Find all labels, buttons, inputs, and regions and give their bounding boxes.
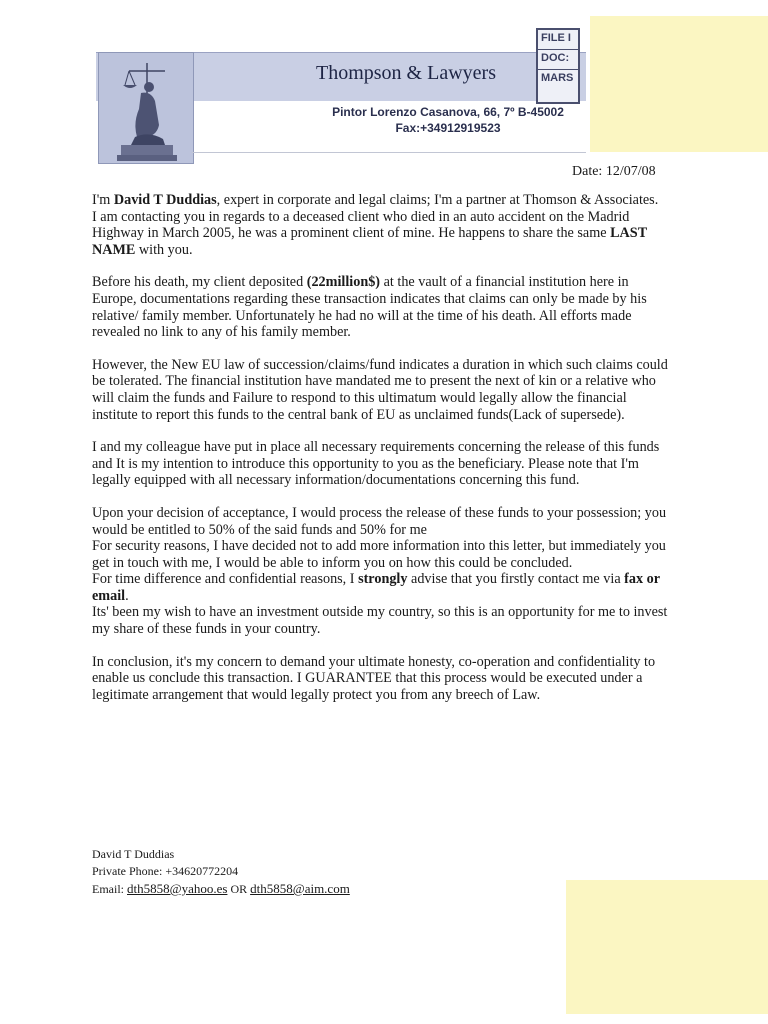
signature-name: David T Duddias xyxy=(92,847,175,861)
email-link-aim[interactable]: dth5858@aim.com xyxy=(250,881,350,896)
text-run: , expert in corporate and legal claims; I'm a partner at Thomson & Associates. xyxy=(216,192,659,208)
text-run: I am contacting you in regards to a deceased client who died in an auto accident on the Madrid Highway in March 2005, he was a prominent client of mine. He happens to share the same xyxy=(92,208,630,242)
text-run: Its' been my wish to have an investment outside my country, so this is an opportunity for me to invest my share of these funds in your country. xyxy=(92,604,668,638)
paragraph-conclusion: In conclusion, it's my concern to demand your ultimate honesty, co-operation and confidentiality to enable us conclude this transaction. I GUARANTEE that this process would be executed under a legitimate arrangement that would legally protect you from any breech of Law. xyxy=(92,653,656,703)
file-stamp xyxy=(536,28,580,104)
letter-body xyxy=(92,192,670,719)
text-run: with you. xyxy=(135,241,193,258)
email-separator: OR xyxy=(227,882,251,896)
lady-justice-icon xyxy=(98,52,194,164)
signature-phone: Private Phone: +34620772204 xyxy=(92,864,239,878)
firm-address: Pintor Lorenzo Casanova, 66, 7º B-45002 xyxy=(332,105,564,119)
strongly-emphasis: strongly xyxy=(358,571,408,588)
signature-block xyxy=(92,846,350,898)
firm-address-block xyxy=(310,104,586,136)
paragraph-deposit xyxy=(92,274,670,340)
sender-name: David T Duddias xyxy=(113,192,217,208)
letter-date: Date: 12/07/08 xyxy=(572,164,656,179)
firm-fax: Fax:+34912919523 xyxy=(395,121,501,135)
email-link-yahoo[interactable]: dth5858@yahoo.es xyxy=(127,881,228,896)
lady-justice-statue xyxy=(99,53,193,163)
email-label: Email: xyxy=(92,882,127,896)
text-run: I'm xyxy=(92,192,114,208)
stamp-line: MARS xyxy=(541,72,574,84)
text-run: For security reasons, I have decided not to add more information into this letter, but immediately you get in touch with me, I would be able to inform you on how this could be concluded. xyxy=(92,538,666,571)
paragraph-requirements: I and my colleague have put in place all necessary requirements concerning the release of this funds and It is my intention to introduce this opportunity to you as the beneficiary. Please note that I'm legally equipped with all necessary information/documentations concerning this fund. xyxy=(92,439,660,489)
paragraph-acceptance xyxy=(92,505,670,638)
sticky-note-top xyxy=(590,16,768,152)
stamp-line: FILE I xyxy=(538,30,578,50)
text-run: Before his death, my client deposited xyxy=(92,274,307,291)
firm-name: Thompson & Lawyers xyxy=(316,62,496,84)
signature-email-line xyxy=(92,880,350,898)
stamp-line: DOC: xyxy=(538,50,578,70)
last-name-emphasis: LAST NAME xyxy=(92,225,647,258)
text-run: at the vault of a financial institution here in Europe, documentations regarding these transaction indicates that claims can only be made by his relative/ family member. Unfortunately he had no will at the time of his death. All efforts made revealed no link to any of his family member. xyxy=(92,274,647,341)
sticky-note-bottom xyxy=(566,880,768,1014)
text-run: Upon your decision of acceptance, I would process the release of these funds to your possession; you would be entitled to 50% of the said funds and 50% for me xyxy=(92,504,667,538)
deposit-amount: (22million$) xyxy=(306,274,381,291)
paragraph-eu-law: However, the New EU law of succession/claims/fund indicates a duration in which such claims could be tolerated. The financial institution have mandated me to present the next of kin or a relative who will claim the funds and Failure to respond to this ultimatum would legally allow the financial institute to report this funds to the central bank of EU as unclaimed funds(Lack of supersede). xyxy=(92,356,668,423)
text-run: advise that you firstly contact me via xyxy=(407,571,625,588)
letterhead-divider xyxy=(192,152,586,153)
contact-method-emphasis: fax or email xyxy=(92,571,660,604)
text-run: . xyxy=(125,587,129,604)
paragraph-intro xyxy=(92,192,670,258)
text-run: For time difference and confidential reasons, I xyxy=(92,571,359,588)
